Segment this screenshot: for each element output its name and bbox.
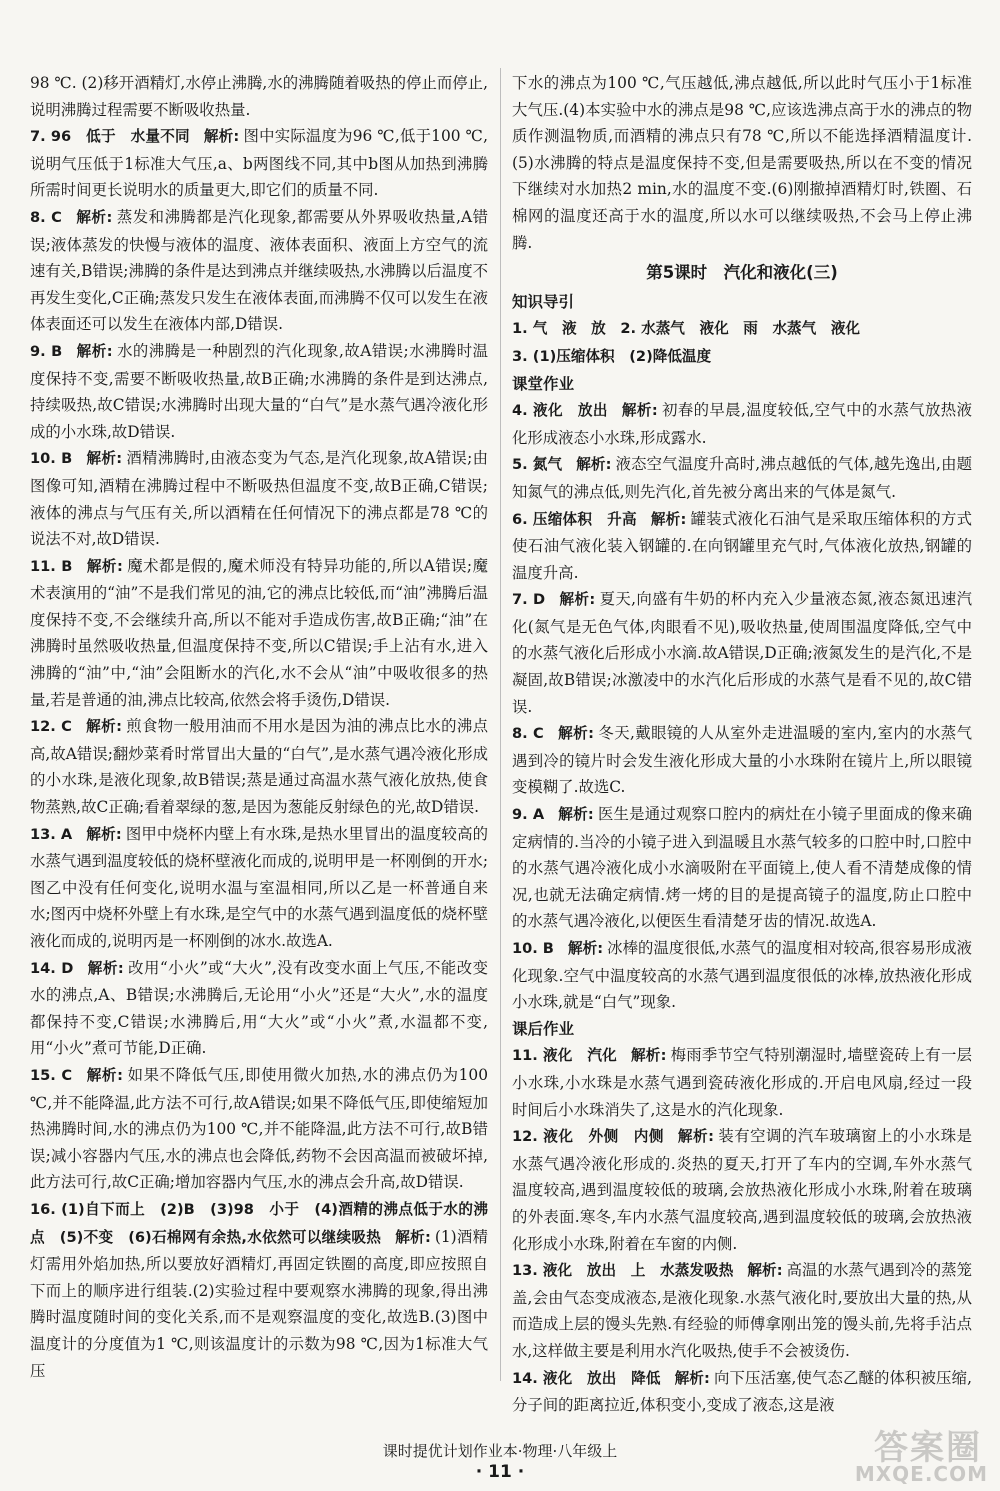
item-answer: B xyxy=(542,940,554,957)
item-number: 7. xyxy=(512,591,528,609)
analysis-text: 液态空气温度升高时,沸点越低的气体,越先逸出,由题知氮气的沸点低,则先汽化,首先被分离出来的气体是氮气. xyxy=(512,455,972,501)
answer-item-5 xyxy=(512,451,972,505)
analysis-text: 冬天,戴眼镜的人从室外走进温暖的室内,室内的水蒸气遇到冷的镜片时会发生液化形成大量的小水珠附在镜片上,所以眼镜变模糊了.故选C. xyxy=(512,724,972,797)
right-continuation-paragraph xyxy=(512,70,972,256)
item-answer: 液化 放出 降低 xyxy=(542,1369,661,1387)
continuation-paragraph xyxy=(30,70,488,123)
answer-item-14 xyxy=(30,955,488,1062)
analysis-label: 解析: xyxy=(674,1369,710,1387)
item-answer: A xyxy=(532,806,545,824)
continuation-text: 下水的沸点为100 ℃,气压越低,沸点越低,所以此时气压小于1标准大气压.(4)本实验中水的沸点是98 ℃,应该选沸点高于水的沸点的物质作测温物质,而酒精的沸点只有78 ℃,所以不能选择酒精温度计.(5)水沸腾的特点是温度保持不变,但是需要吸热,所以在不变的情况下继续对水加热2 min,水的温度不变.(6)刚撤掉酒精灯时,铁圈、石棉网的温度还高于水的温度,所以水可以继续吸热,不会马上停止沸腾. xyxy=(512,74,972,252)
answer-item-6 xyxy=(512,506,972,587)
item-number: 9. xyxy=(512,806,528,824)
item-number: 11. xyxy=(512,1047,538,1065)
item-number: 7. xyxy=(30,128,46,146)
item-answer: 液化 放出 xyxy=(532,402,608,420)
section-heading-homework: 课后作业 xyxy=(512,1019,575,1038)
answer-item-12 xyxy=(30,713,488,820)
analysis-text: 向下压活塞,使气态乙醚的体积被压缩,分子间的距离拉近,体积变小,变成了液态,这是液 xyxy=(512,1368,972,1415)
knowledge-answers: 3. (1)压缩体积 (2)降低温度 xyxy=(512,347,712,365)
analysis-label: 解析: xyxy=(558,806,594,824)
item-answer: 液化 汽化 xyxy=(542,1047,617,1065)
answer-item-9 xyxy=(30,338,488,445)
analysis-text: 图甲中烧杯内壁上有水珠,是热水里冒出的温度较高的水蒸气遇到温度较低的烧杯壁液化而成的,说明甲是一杯刚倒的开水;图乙中没有任何变化,说明水温与室温相同,所以乙是一杯普通自来水;图丙中烧杯外壁上有水珠,是空气中的水蒸气遇到温度低的烧杯壁液化而成的,说明丙是一杯刚倒的冰水.故选A. xyxy=(30,824,488,950)
item-number: 10. xyxy=(512,940,538,957)
item-number: 15. xyxy=(30,1066,56,1084)
page-number: · 11 · xyxy=(475,1462,525,1482)
analysis-label: 解析: xyxy=(87,959,124,977)
answer-item-14b xyxy=(512,1365,972,1419)
analysis-text: 梅雨季节空气特别潮湿时,墙壁瓷砖上有一层小水珠,小水珠是水蒸气遇到瓷砖液化形成的.开启电风扇,经过一段时间后小水珠消失了,这是水的汽化现象. xyxy=(512,1046,972,1119)
analysis-label: 解析: xyxy=(557,725,594,743)
analysis-label: 解析: xyxy=(631,1047,667,1065)
left-column xyxy=(30,70,488,1386)
item-number: 13. xyxy=(30,825,56,843)
item-answer: B xyxy=(51,342,63,360)
analysis-text: 改用“小火”或“大火”,没有改变水面上气压,不能改变水的沸点,A、B错误;水沸腾后,无论用“小火”还是“大火”,水的温度都保持不变,C错误;水沸腾后,用“大火”或“小火”煮,水温都不变,用“小火”煮可节能,D正确. xyxy=(30,958,488,1058)
analysis-label: 解析: xyxy=(747,1262,783,1280)
analysis-text: 罐装式液化石油气是采取压缩体积的方式使石油气液化装入钢罐的.在向钢罐里充气时,气体液化放热,钢罐的温度升高. xyxy=(512,509,972,582)
answer-item-12b xyxy=(512,1123,972,1257)
item-number: 6. xyxy=(512,510,528,528)
analysis-label: 解析: xyxy=(677,1128,714,1146)
analysis-label: 解析: xyxy=(85,718,122,736)
analysis-label: 解析: xyxy=(76,342,113,360)
section-heading-classwork: 课堂作业 xyxy=(512,374,575,393)
item-answer: A xyxy=(60,825,73,843)
analysis-label: 解析: xyxy=(650,510,687,528)
item-number: 11. xyxy=(30,557,56,575)
answer-item-9b xyxy=(512,801,972,935)
item-answer: C xyxy=(533,725,544,743)
item-number: 8. xyxy=(512,725,528,743)
lesson-title: 第5课时 汽化和液化(三) xyxy=(646,263,838,283)
analysis-label: 解析: xyxy=(203,128,240,146)
item-answer: 液化 外侧 内侧 xyxy=(543,1128,664,1146)
page-footer: 课时提优计划作业本·物理·八年级上 xyxy=(382,1442,618,1460)
answer-item-13b xyxy=(512,1257,972,1364)
right-column xyxy=(512,70,972,1415)
answer-item-16 xyxy=(30,1196,488,1384)
answer-item-4 xyxy=(512,397,972,451)
item-number: 5. xyxy=(512,456,528,474)
analysis-text: 医生是通过观察口腔内的病灶在小镜子里面成的像来确定病情的.当冷的小镜子进入到温暖且水蒸气较多的口腔中时,口腔中的水蒸气遇冷液化成小水滴吸附在平面镜上,使人看不清楚成像的情况,也就无法确定病情.烤一烤的目的是提高镜子的温度,防止口腔中的水蒸气遇冷液化,以便医生看清楚牙齿的情况.故选A. xyxy=(512,805,972,931)
analysis-text: 图中实际温度为96 ℃,低于100 ℃,说明气压低于1标准大气压,a、b两图线不同,其中b图从加热到沸腾所需时间更长说明水的质量更大,即它们的质量不同. xyxy=(30,127,488,200)
analysis-label: 解析: xyxy=(395,1228,431,1246)
watermark-url: MXQE.COM xyxy=(854,1462,988,1486)
item-number: 9. xyxy=(30,342,46,360)
section-heading-knowledge: 知识导引 xyxy=(512,292,575,311)
answer-item-10b xyxy=(512,935,972,1016)
item-number: 13. xyxy=(512,1262,538,1280)
item-answer: D xyxy=(532,591,546,609)
analysis-text: 如果不降低气压,即使用微火加热,水的沸点仍为100 ℃,并不能降温,此方法不可行,故A错误;如果不降低气压,即使缩短加热沸腾时间,水的沸点仍为100 ℃,并不能降温,此方法不可行,故B错误;减小容器内气压,水的沸点也会降低,药物不会因高温而被破坏掉,此方法可行,故C正确;增加容器内气压,水的沸点会升高,故D错误. xyxy=(30,1065,488,1192)
answer-item-8 xyxy=(30,204,488,338)
knowledge-line xyxy=(512,343,972,371)
answer-item-13 xyxy=(30,821,488,955)
item-number: 12. xyxy=(30,718,56,736)
answer-item-15 xyxy=(30,1062,488,1196)
analysis-text: 冰棒的温度很低,水蒸气的温度相对较高,很容易形成液化现象.空气中温度较高的水蒸气遇到温度很低的冰棒,放热液化形成小水珠,就是“白气”现象. xyxy=(512,939,972,1012)
analysis-label: 解析: xyxy=(86,1066,123,1084)
analysis-text: 夏天,向盛有牛奶的杯内充入少量液态氮,液态氮迅速汽化(氮气是无色气体,肉眼看不见),吸收热量,使周围温度降低,空气中的水蒸气液化后形成小水滴.故A错误,D正确;液氮发生的是汽化,不是凝固,故B错误;冰激凌中的水汽化后形成的水蒸气是看不见的,故C错误. xyxy=(512,590,972,716)
item-answer: 96 低于 水量不同 xyxy=(50,128,190,146)
analysis-label: 解析: xyxy=(86,450,123,468)
knowledge-line xyxy=(512,315,972,343)
analysis-label: 解析: xyxy=(567,940,604,957)
answer-item-7b xyxy=(512,586,972,720)
column-divider xyxy=(500,68,501,1381)
item-answer: 液化 放出 上 水蒸发吸热 xyxy=(542,1262,734,1280)
analysis-text: 初春的早晨,温度较低,空气中的水蒸气放热液化形成液态小水珠,形成露水. xyxy=(512,401,972,447)
answer-item-8b xyxy=(512,720,972,801)
item-answer: D xyxy=(61,959,74,977)
analysis-label: 解析: xyxy=(86,825,122,843)
continuation-text: 98 ℃. (2)移开酒精灯,水停止沸腾,水的沸腾随着吸热的停止而停止,说明沸腾过程需要不断吸收热量. xyxy=(30,74,488,119)
answer-item-7 xyxy=(30,123,488,204)
answer-item-11 xyxy=(30,553,488,714)
analysis-text: 蒸发和沸腾都是汽化现象,都需要从外界吸收热量,A错误;液体蒸发的快慢与液体的温度、液体表面积、液面上方空气的流速有关,B错误;沸腾的条件是达到沸点并继续吸热,水沸腾以后温度不再发生变化,C正确;蒸发只发生在液体表面,而沸腾不仅可以发生在液体表面还可以发生在液体内部,D错误. xyxy=(30,207,488,334)
watermark-text: 答案圈 xyxy=(874,1428,982,1468)
item-number: 8. xyxy=(30,208,46,226)
analysis-label: 解析: xyxy=(75,208,113,226)
item-answer: C xyxy=(61,718,72,736)
item-answer: B xyxy=(61,450,73,468)
analysis-text: 魔术都是假的,魔术师没有特异功能的,所以A错误;魔术表演用的“油”不是我们常见的油,它的沸点比较低,而“油”沸腾后温度保持不变,不会继续升高,所以不能对手造成伤害,故B正确;“油”在沸腾时虽然吸收热量,但温度保持不变,所以C错误;手上沾有水,进入沸腾的“油”中,“油”会阻断水的汽化,水不会从“油”中吸收很多的热量,若是普通的油,沸点比较高,依然会将手烫伤,D错误. xyxy=(30,556,488,709)
analysis-text: 水的沸腾是一种剧烈的汽化现象,故A错误;水沸腾时温度保持不变,需要不断吸收热量,故B正确;水沸腾的条件是到达沸点,持续吸热,故C错误;水沸腾时出现大量的“白气”是水蒸气遇冷液化形成的小水珠,故D错误. xyxy=(30,341,488,441)
item-answer: C xyxy=(61,1066,73,1084)
item-number: 10. xyxy=(30,450,56,468)
knowledge-answers: 1. 气 液 放 2. 水蒸气 液化 雨 水蒸气 液化 xyxy=(512,320,861,338)
analysis-text: 煎食物一般用油而不用水是因为油的沸点比水的沸点高,故A错误;翻炒菜肴时常冒出大量的“白气”,是水蒸气遇冷液化形成的小水珠,是液化现象,故B错误;蒸是通过高温水蒸气液化放热,使食物蒸熟,故C正确;看着翠绿的葱,是因为葱能反射绿色的光,故D错误. xyxy=(30,717,488,817)
item-answer: B xyxy=(61,557,73,575)
analysis-text: 酒精沸腾时,由液态变为气态,是汽化现象,故A错误;由图像可知,酒精在沸腾过程中不断吸热但温度不变,故B正确,C错误;液体的沸点与气压有关,所以酒精在任何情况下的沸点都是78 ℃的说法不对,故D错误. xyxy=(30,449,488,549)
item-number: 12. xyxy=(512,1128,538,1146)
item-answer: 压缩体积 升高 xyxy=(532,510,637,528)
analysis-label: 解析: xyxy=(559,591,596,609)
answer-item-10 xyxy=(30,445,488,552)
analysis-text: 高温的水蒸气遇到冷的蒸笼盖,会由气态变成液态,是液化现象.水蒸气液化时,要放出大量的热,从而造成上层的馒头先熟.有经验的师傅拿刚出笼的馒头前,先将手沾点水,这样做主要是利用水汽化吸热,使手不会被烫伤. xyxy=(512,1261,972,1360)
analysis-text: (1)酒精灯需用外焰加热,所以要放好酒精灯,再固定铁圈的高度,即应按照自下而上的顺序进行组装.(2)实验过程中要观察水沸腾的现象,得出沸腾时温度随时间的变化关系,而不是观察温度的变化,故选B.(3)图中温度计的分度值为1 ℃,则该温度计的示数为98 ℃,因为1标准大气压 xyxy=(30,1227,488,1380)
answer-item-11b xyxy=(512,1042,972,1123)
item-answer: C xyxy=(51,208,62,226)
item-number: 14. xyxy=(512,1369,538,1387)
item-number: 4. xyxy=(512,402,528,420)
item-number: 14. xyxy=(30,959,56,977)
analysis-label: 解析: xyxy=(621,402,658,420)
item-number: 16. xyxy=(30,1200,56,1218)
item-answer: 氮气 xyxy=(532,456,563,474)
watermark-logo xyxy=(812,1420,992,1490)
analysis-text: 装有空调的汽车玻璃窗上的小水珠是水蒸气遇冷液化形成的.炎热的夏天,打开了车内的空调,车外水蒸气温度较高,遇到温度较低的玻璃,会放热液化形成小水珠,附着在玻璃的外表面.寒冬,车内水蒸气温度较高,遇到温度较低的玻璃,会放热液化形成小水珠,附着在车窗的内侧. xyxy=(512,1127,972,1253)
analysis-label: 解析: xyxy=(86,557,123,575)
analysis-label: 解析: xyxy=(576,456,612,474)
item-answer: (1)自下而上 (2)B (3)98 小于 (4)酒精的沸点低于水的沸点 (5)不变 (6)石棉网有余热,水依然可以继续吸热 xyxy=(30,1200,488,1246)
